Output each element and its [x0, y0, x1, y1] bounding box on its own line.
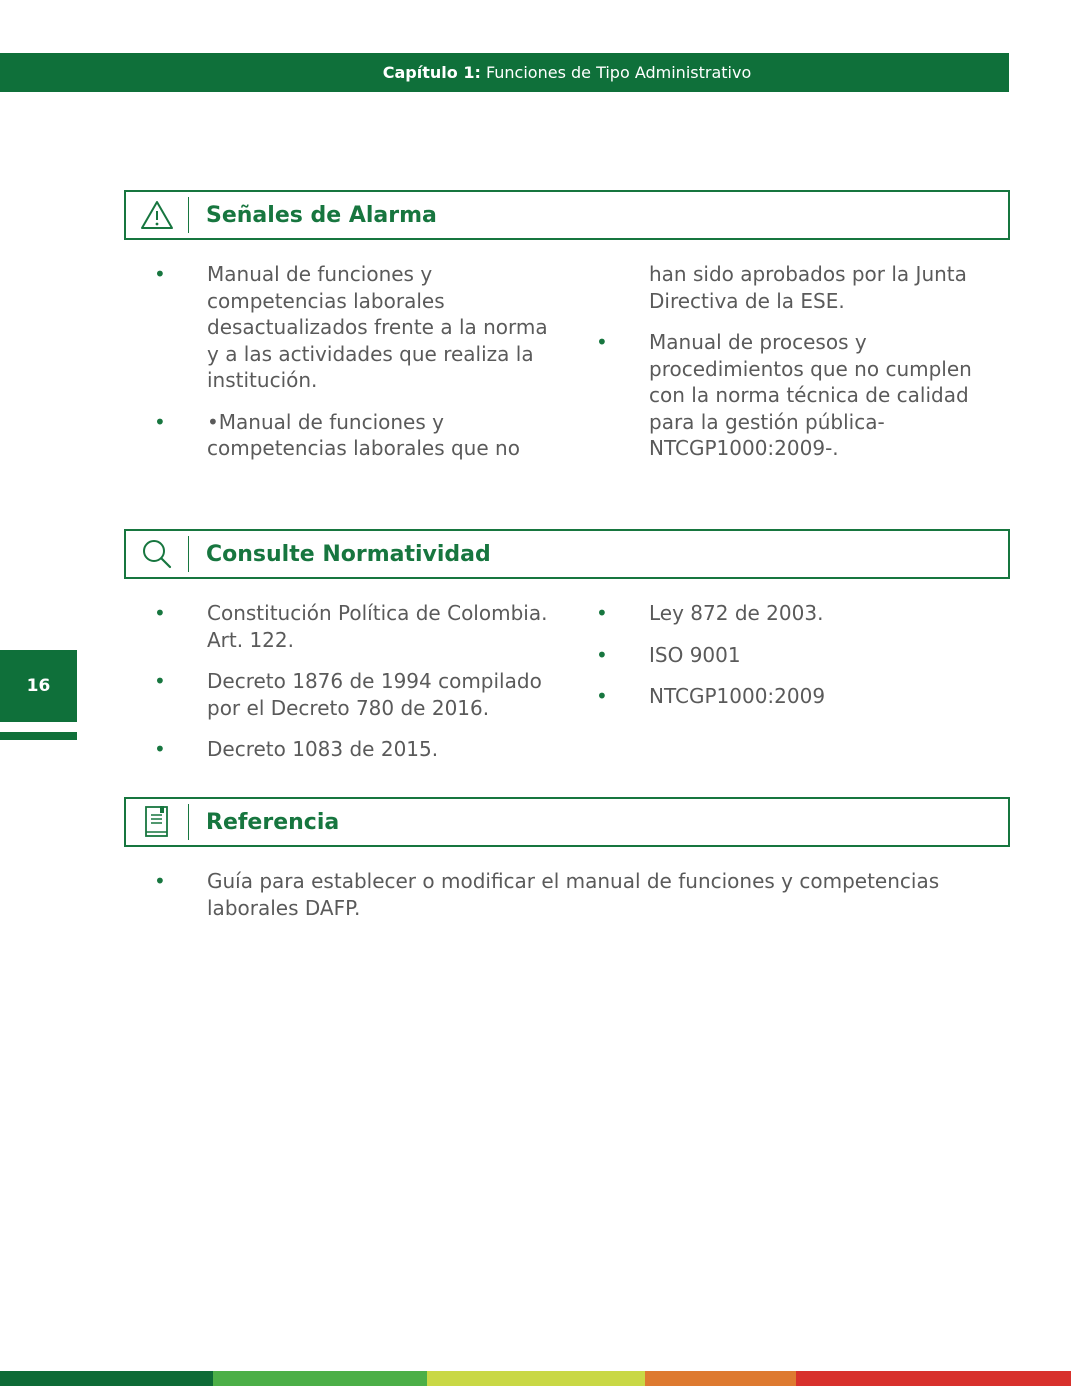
- footer-segment: [0, 1371, 213, 1386]
- chapter-label: Capítulo 1:: [382, 63, 481, 82]
- footer-segment: [796, 1371, 1071, 1386]
- alarm-section-header: [124, 190, 1010, 240]
- chapter-header: [0, 53, 1009, 92]
- list-item-continuation: han sido aprobados por la Junta Directiva de la ESE.: [649, 262, 967, 313]
- warning-icon: [126, 192, 188, 238]
- alarm-section-title: Señales de Alarma: [206, 202, 437, 228]
- list-item: • Decreto 1876 de 1994 compilado por el Decreto 780 de 2016.: [154, 669, 542, 720]
- search-icon: [126, 531, 188, 577]
- footer-segment: [645, 1371, 796, 1386]
- list-item: • Manual de procesos y procedimientos que no cumplen con la norma técnica de calidad para la gestión pública- NTCGP1000:2009-.: [596, 330, 972, 460]
- book-icon: [126, 799, 188, 845]
- page-tab-underline: [0, 732, 77, 740]
- chapter-title: Funciones de Tipo Administrativo: [485, 63, 752, 82]
- header-divider: [188, 197, 189, 233]
- referencia-section-header: [124, 797, 1010, 847]
- normatividad-section-title: Consulte Normatividad: [206, 541, 491, 567]
- list-item: • Guía para establecer o modificar el manual de funciones y competencias laborales DAFP.: [154, 869, 940, 920]
- alarm-left-column: [154, 261, 552, 477]
- list-item: • NTCGP1000:2009: [596, 684, 826, 708]
- footer-segment: [427, 1371, 645, 1386]
- page-number: 16: [0, 650, 77, 722]
- header-divider: [188, 536, 189, 572]
- normatividad-section-header: [124, 529, 1010, 579]
- list-item: • Manual de funciones y competencias laborales desactualizados frente a la norma y a las actividades que realiza la institución.: [154, 262, 548, 392]
- list-item: • Constitución Política de Colombia. Art. 122.: [154, 601, 548, 652]
- list-item: • •Manual de funciones y competencias laborales que no: [154, 409, 520, 460]
- footer-segment: [213, 1371, 427, 1386]
- referencia-section-title: Referencia: [206, 809, 340, 835]
- normatividad-right-column: [596, 600, 999, 725]
- normatividad-left-column: [154, 600, 552, 778]
- header-divider: [188, 804, 189, 840]
- list-item: • Ley 872 de 2003.: [596, 601, 824, 625]
- alarm-right-column: [596, 261, 1014, 477]
- list-item: • ISO 9001: [596, 642, 741, 667]
- referencia-column: [154, 868, 997, 936]
- footer-color-bar: [0, 1371, 1071, 1386]
- list-item: • Decreto 1083 de 2015.: [154, 737, 439, 761]
